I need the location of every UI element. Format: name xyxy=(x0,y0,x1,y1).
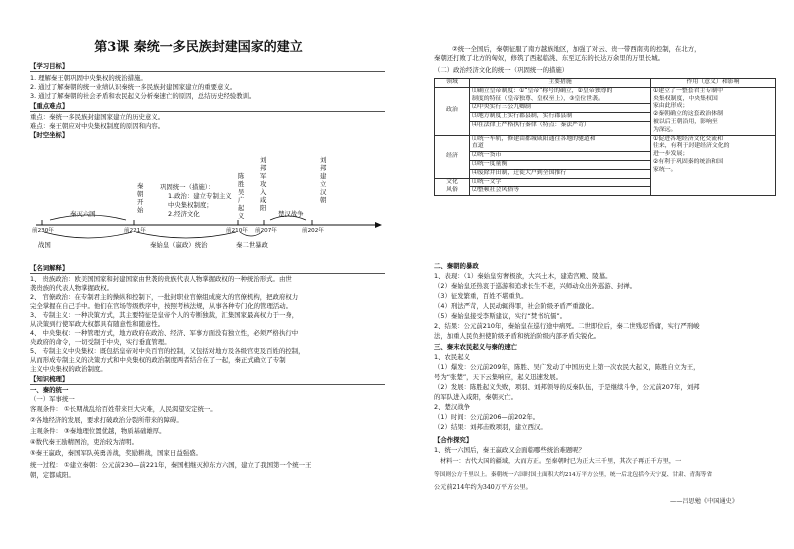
s3-line: （2）结果：刘邦击败项羽，建立西汉。 xyxy=(434,423,547,431)
tl-year-221: 前221年 xyxy=(124,228,146,234)
section-heading: （二）政治经济文化的统一（巩固统一的措施） xyxy=(434,66,569,74)
key-difficulty: 难点：秦王朝应对中央集权制度的原因和内容。 xyxy=(30,122,165,130)
term-line: 央政府的命令，一切受制于中央，实行垂直管理。 xyxy=(30,338,171,346)
tl-chensheng: 陈 胜 吴 广 起 义 xyxy=(238,172,245,220)
know-line: 一、秦的统一 xyxy=(30,386,69,394)
divider xyxy=(30,71,385,72)
material-line: 材料一：古代大国的疆域，大而方正。至秦朝时已为正大三千里，其次子再正千方里，一 xyxy=(440,458,682,465)
timeline xyxy=(30,140,390,275)
tl-chuhan: 楚汉战争 xyxy=(278,210,304,218)
tl-year-230: 前230年 xyxy=(32,228,54,234)
goal-2: 2. 通过了解秦朝的统一业绩认识秦统一多民族封建国家建立的重要意义。 xyxy=(30,83,237,91)
tl-year-207: 前207年 xyxy=(255,228,277,234)
know-line: ②各地经济的发展，要求打破政治分裂所带来的障碍。 xyxy=(30,416,183,424)
section-heading: 二、秦朝的暴政 xyxy=(434,262,479,270)
term-line: 从决策到行使军政大权都具有随意性和随意性。 xyxy=(30,320,165,328)
s2-line: （3）征发繁重，百姓不堪重负。 xyxy=(434,292,528,300)
term-line: 主义中央集权的政治制度。 xyxy=(30,365,107,373)
cell-field: 经济 xyxy=(435,135,470,178)
s2-line: 法，加重人民负担使阶级矛盾和统治阶级内部矛盾尖锐化。 xyxy=(434,332,601,340)
s3-line: （2）发展：陈胜起义失败，项羽、刘邦领导的反秦队伍，于是继续斗争，公元前207年，刘邦 xyxy=(434,383,700,391)
know-line: ⑤秦王嬴政，秦国军队英勇善战，奖励耕战，国家日益强盛。 xyxy=(30,449,202,457)
s2-line: 1、表现：（1）秦始皇穷奢极欲，大兴土木，建造宫殿、陵墓。 xyxy=(434,272,612,280)
key-heading: 【重点难点】 xyxy=(30,102,69,110)
material-line: 等国则公方千里以上。秦朝统一六国时国土面积大约214万平方公里，统一后北包括今天宁夏、甘肃、青海等省 xyxy=(434,472,713,478)
divider xyxy=(30,384,385,385)
key-point: 重点：秦统一多民族封建国家建立的历史意义。 xyxy=(30,113,165,121)
th-effect: 作用（意义）和影响 xyxy=(651,79,776,88)
divider xyxy=(30,273,385,274)
know-line: 统一过程： ①建立秦朝：公元前230—前221年，秦国相继灭掉东方六国，建立了我国第一个统一王 xyxy=(30,461,312,469)
tl-year-202: 前202年 xyxy=(302,228,324,234)
s2-line: （2）秦始皇还热衷于巡游和追求长生不老，兴师动众出外巡游、封禅。 xyxy=(434,282,637,290)
goal-3: 3. 通过了解秦朝的社会矛盾和农民起义分析秦速亡的原因，总结历史经验教训。 xyxy=(30,92,256,100)
cell-measures: ⑴确立皇帝制度：①“皇帝”称号的确立，②皇帝独尊的 制度的特征（皇帝独尊、皇权至上），③皇位世袭。 ⑵中央实行三公九卿制 ⑶地方制度上实行郡县制，实行郡县制 ⑷在法律上严格执行秦律（特点：秦法严苛） xyxy=(470,87,651,135)
know-line: ④数代秦王励精图治，吏治较为清明。 xyxy=(30,438,138,446)
know-line: 朝，定都咸阳。 xyxy=(30,471,75,479)
s2-line: （4）刑法严苛，人民动辄得罪，社会阶级矛盾严重激化。 xyxy=(434,302,598,310)
s2-line: 2、结果：公元前210年，秦始皇在巡行途中病死。二世即位后，秦二世残忍昏庸，实行严刑峻 xyxy=(434,322,700,330)
tl-zhanguo: 战国 xyxy=(38,241,51,249)
page-title: 第3课 秦统一多民族封建国家的建立 xyxy=(94,40,303,55)
section-heading: 三、秦末农民起义与秦的速亡 xyxy=(434,343,518,351)
tl-shihuang: 秦始皇（嬴政）统治 xyxy=(150,241,208,249)
right-intro: ②统一全国后，秦朝征服了南方越族地区，加强了对云、贵一带西南夷的控制，在北方， xyxy=(452,45,701,53)
table-row xyxy=(435,87,776,135)
cell-effect-politics: ①建立了一整套君主专制中 央集权制度，中央集权国 家由此形成； ②秦朝确立的这套政治体制 被以后王朝沿用，影响至 为深远。 xyxy=(651,87,776,135)
term-line: 从而形成专制主义的决策方式和中央集权的政治制度两者结合在了一起，秦正式确立了专制 xyxy=(30,356,286,364)
s3-line: 1、农民起义 xyxy=(434,353,471,361)
table-row xyxy=(435,135,776,178)
knowledge-heading: 【知识梳理】 xyxy=(30,375,69,383)
term-line: 3、 专制主义：一种决策方式，其主要特征是皇帝个人的专断独裁，汇集国家最高权力于一身， xyxy=(30,311,299,319)
term-line: 袭贵族的代表人物掌握政权。 xyxy=(30,284,114,292)
goals-heading: 【学习目标】 xyxy=(30,62,69,70)
goal-1: 1. 理解秦王朝巩固中央集权的统治措施。 xyxy=(30,74,147,82)
s3-line: （1）爆发：公元前209年，陈胜、吴广发动了中国历史上第一次农民大起义，陈胜自立为王， xyxy=(434,363,700,371)
s3-line: 的军队进入咸阳，秦朝灭亡。 xyxy=(434,393,518,401)
term-line: 完全掌握在自己手中。他们在官场等级秩序中，按照考核法规，从事各种专门化的管理活动。 xyxy=(30,302,293,310)
divider xyxy=(30,111,385,112)
term-line: 2、 官僚政治：在专制君主的操纵和控制下，一批封职业官僚组成庞大的官僚机构，把政府权力 xyxy=(30,293,299,301)
tl-qinmie: 秦灭六国 xyxy=(70,210,96,218)
cell-measures: ⑴统一文字 ⑵整顿社会风俗等 xyxy=(470,178,651,196)
know-line: 客观条件： ①长期战乱给百姓带来巨大灾难，人民渴望安定统一。 xyxy=(30,405,217,413)
know-line: （一）军事统一 xyxy=(30,395,75,403)
th-measures: 主要措施 xyxy=(470,79,651,88)
s3-line: 2、楚汉战争 xyxy=(434,403,471,411)
coop-heading: 【合作探究】 xyxy=(434,436,473,444)
tl-year-210: 前210年 xyxy=(226,228,248,234)
term-line: 5、 专制主义中央集权：既包括皇帝对中央百官的控制，又包括对地方及各级官吏及百姓的控制， xyxy=(30,347,305,355)
s3-line: （1）时间：公元前206—前202年。 xyxy=(434,413,540,421)
cell-measures: ⑴统一车轨，修建由都城咸阳通往各地的驰道和 直道 ⑵统一货币 ⑶统一度量衡 ⑷废除井田制，迁徙大户到全国推行 xyxy=(470,135,651,178)
tl-liubang2: 刘 邦 建 立 汉 朝 xyxy=(320,156,327,204)
tl-ershi: 秦二世暴政 xyxy=(236,241,268,249)
material-source: ——吕思勉《中国通史》 xyxy=(670,498,739,505)
coop-question: 1、统一六国后，秦王嬴政又会面临哪些统治难题呢？ xyxy=(434,446,586,454)
right-intro: 秦朝还打败了北方的匈奴，修筑了西起临洮、东至辽东的长达万余里的万里长城。 xyxy=(434,54,665,62)
cell-effect-economy: ①促进各地经济文化交流和 往来，有利于封建经济文化的 进一步发展； ②有利于巩固秦的统治和国 家统一。 xyxy=(651,135,776,196)
term-line: 4、 中央集权：一种管理方式，地方政府在政治、经济、军事方面没有独立性，必须严格执行中 xyxy=(30,329,299,337)
th-field: 领域 xyxy=(435,79,470,88)
s2-line: （5）秦始皇接受李斯建议，实行“焚书坑儒”。 xyxy=(434,312,567,320)
term-line: 1、 贵族政治：欧美国国家和封建国家由世袭的贵族代表人物掌握政权的一种统治形式。由世 xyxy=(30,275,292,283)
tl-gonggu: 巩固统一（措施）： 1.政治：建立专制主义 中央集权制度； 2.经济文化 xyxy=(160,183,232,218)
material-line: 公元前214年约为340万平方公里。 xyxy=(434,484,532,491)
timeline-heading: 【时空坐标】 xyxy=(30,131,69,139)
tl-kaishi: 秦 朝 开 始 xyxy=(137,182,144,214)
terms-heading: 【名词解释】 xyxy=(30,264,69,272)
cell-field: 文化 风俗 xyxy=(435,178,470,196)
tl-liubang: 刘 邦 军 攻 入 咸 阳 xyxy=(260,156,267,212)
cell-field: 政治 xyxy=(435,87,470,135)
s3-line: 号为“张楚”，天下云集响应，起义迅速发展。 xyxy=(434,373,563,381)
know-line: 主观条件： ③秦地理位置优越，物质基础雄厚。 xyxy=(30,427,166,435)
measures-table xyxy=(434,78,776,196)
